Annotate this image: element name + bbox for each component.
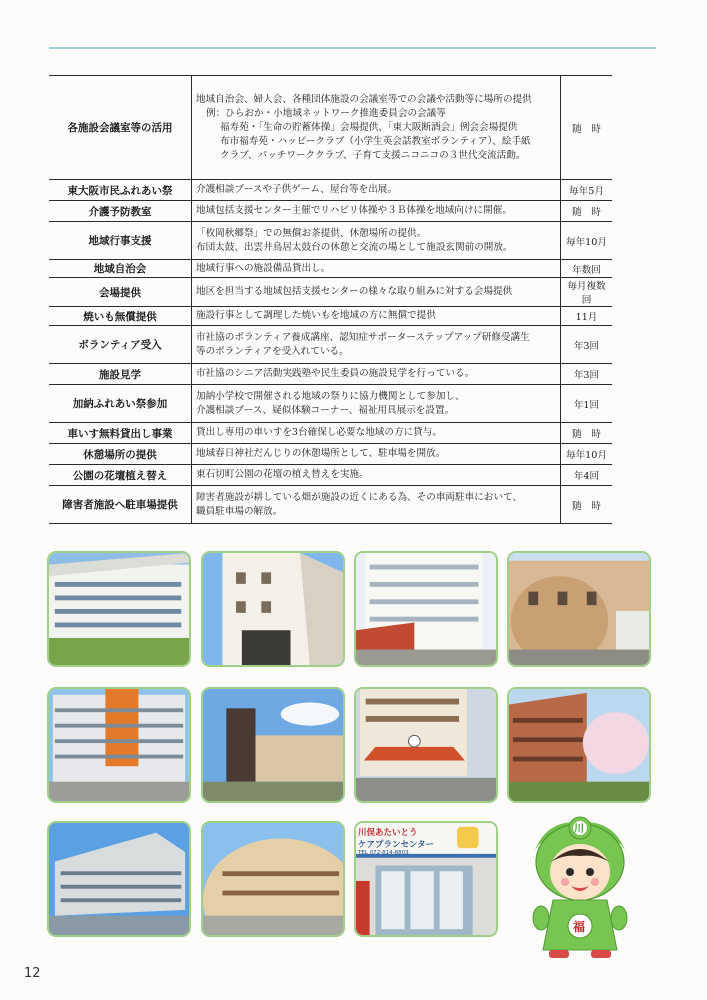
table-row <box>49 222 612 260</box>
table-row <box>49 180 612 201</box>
table-row <box>49 444 612 465</box>
row-frequency: 年数回 <box>561 260 613 278</box>
row-description <box>192 278 561 307</box>
table-row <box>49 423 612 444</box>
row-frequency: 年3回 <box>561 326 613 364</box>
description-line: 介護相談ブース、疑似体験コーナー、福祉用具展示を設置。 <box>196 404 455 416</box>
row-frequency: 随 時 <box>561 423 613 444</box>
facility-photo-4 <box>507 551 651 667</box>
facility-photo-6 <box>201 687 345 803</box>
row-description <box>192 180 561 201</box>
row-description <box>192 444 561 465</box>
row-category: 公園の花壇植え替え <box>49 465 192 486</box>
row-category: 各施設会議室等の活用 <box>49 76 192 180</box>
table-row <box>49 76 612 180</box>
description-line: 東石切町公園の花壇の植え替えを実施。 <box>196 469 369 480</box>
signboard-text <box>358 826 458 856</box>
row-description <box>192 326 561 364</box>
description-line: 市社協のシニア活動実践塾や民生委員の施設見学を行っている。 <box>196 368 475 379</box>
facility-photo-10 <box>201 821 345 937</box>
table-row <box>49 260 612 278</box>
row-description <box>192 76 561 180</box>
table-row <box>49 201 612 222</box>
description-line: 加納小学校で開催される地域の祭りに協力機関として参加し、 <box>196 390 465 402</box>
row-category: 焼いも無償提供 <box>49 307 192 326</box>
description-line: 職員駐車場の解放。 <box>196 505 283 517</box>
row-frequency: 年4回 <box>561 465 613 486</box>
row-category: 加納ふれあい祭参加 <box>49 385 192 423</box>
row-frequency: 毎年10月 <box>561 222 613 260</box>
description-line: 地域春日神社だんじりの休憩場所として、駐車場を開放。 <box>196 448 446 459</box>
row-frequency: 随 時 <box>561 76 613 180</box>
activities-table <box>49 75 612 524</box>
description-line: 介護相談ブースや子供ゲーム、屋台等を出展。 <box>196 184 397 195</box>
row-description <box>192 486 561 524</box>
row-frequency: 11月 <box>561 307 613 326</box>
row-category: 地域自治会 <box>49 260 192 278</box>
signboard-subtitle: ケアプランセンター <box>358 840 435 850</box>
row-description <box>192 465 561 486</box>
row-frequency: 毎年5月 <box>561 180 613 201</box>
page-number: 12 <box>24 966 41 981</box>
table-row <box>49 486 612 524</box>
row-description <box>192 201 561 222</box>
facility-photo-8 <box>507 687 651 803</box>
description-line: クラブ、パッチワーククラブ、子育て支援ニコニコの３世代交流活動。 <box>220 149 526 161</box>
row-frequency: 随 時 <box>561 201 613 222</box>
description-line: 施設行事として調理した焼いもを地域の方に無償で提供 <box>196 310 436 321</box>
row-category: 障害者施設へ駐車場提供 <box>49 486 192 524</box>
row-category: 東大阪市民ふれあい祭 <box>49 180 192 201</box>
facility-photo-5 <box>47 687 191 803</box>
row-description <box>192 307 561 326</box>
description-line: 布団太鼓、出雲井鳥居太鼓台の休憩と交流の場として施設玄関前の開放。 <box>196 241 513 253</box>
description-line: 貸出し専用の車いすを3台確保し必要な地域の方に貸与。 <box>196 427 442 438</box>
description-line: 地域行事への施設備品貸出し。 <box>196 262 331 274</box>
description-line: 「枚岡秋郷祭」での無償お茶提供、休憩場所の提供。 <box>196 227 427 239</box>
table-row <box>49 465 612 486</box>
row-frequency: 毎年10月 <box>561 444 613 465</box>
mascot-belly-char: 福 <box>573 920 586 934</box>
row-category: 休憩場所の提供 <box>49 444 192 465</box>
description-line: 地域包括支援センター主催でリハビリ体操や３Ｂ体操を地域向けに開催。 <box>196 205 512 216</box>
facility-photo-9 <box>47 821 191 937</box>
description-line: 地域自治会、婦人会、各種団体施設の会議室等での会議や活動等に場所の提供 <box>196 93 532 105</box>
description-line: 布市福寿苑・ハッピークラブ（小学生英会話教室ボランティア）、絵手紙 <box>220 135 531 147</box>
table-row <box>49 307 612 326</box>
table-row <box>49 278 612 307</box>
row-category: ボランティア受入 <box>49 326 192 364</box>
facility-photo-3 <box>354 551 498 667</box>
row-description <box>192 222 561 260</box>
description-line: 等のボランティアを受入れている。 <box>196 345 349 357</box>
description-line: 福寿苑・「生命の貯蓄体操」会場提供、「東大阪断酒会」例会会場提供 <box>220 121 518 133</box>
row-category: 施設見学 <box>49 364 192 385</box>
facility-photo-1 <box>47 551 191 667</box>
row-description <box>192 423 561 444</box>
row-category: 介護予防教室 <box>49 201 192 222</box>
signboard-tel: TEL 072-814-8803 <box>358 850 409 856</box>
mascot-character <box>527 814 633 964</box>
row-description <box>192 385 561 423</box>
row-frequency: 年3回 <box>561 364 613 385</box>
description-line: 例：ひらおか・小地域ネットワーク推進委員会の会議等 <box>206 107 446 119</box>
table-row <box>49 326 612 364</box>
description-line: 障害者施設が耕している畑が施設の近くにある為、その車両駐車において、 <box>196 491 522 503</box>
row-description <box>192 260 561 278</box>
table-row <box>49 385 612 423</box>
mascot-head-char: 川 <box>574 824 584 835</box>
description-line: 地区を担当する地域包括支援センターの様々な取り組みに対する会場提供 <box>196 286 513 297</box>
row-frequency: 年1回 <box>561 385 613 423</box>
row-description <box>192 364 561 385</box>
row-frequency: 毎月複数回 <box>561 278 613 307</box>
row-category: 車いす無料貸出し事業 <box>49 423 192 444</box>
top-rule <box>49 47 656 49</box>
table-row <box>49 364 612 385</box>
description-line: 市社協のボランティア養成講座、認知症サポーターステップアップ研修受講生 <box>196 331 530 343</box>
facility-photo-7 <box>354 687 498 803</box>
facility-photo-2 <box>201 551 345 667</box>
row-category: 地域行事支援 <box>49 222 192 260</box>
signboard-name: 川俣あたいとう <box>358 828 418 838</box>
row-category: 会場提供 <box>49 278 192 307</box>
row-frequency: 随 時 <box>561 486 613 524</box>
